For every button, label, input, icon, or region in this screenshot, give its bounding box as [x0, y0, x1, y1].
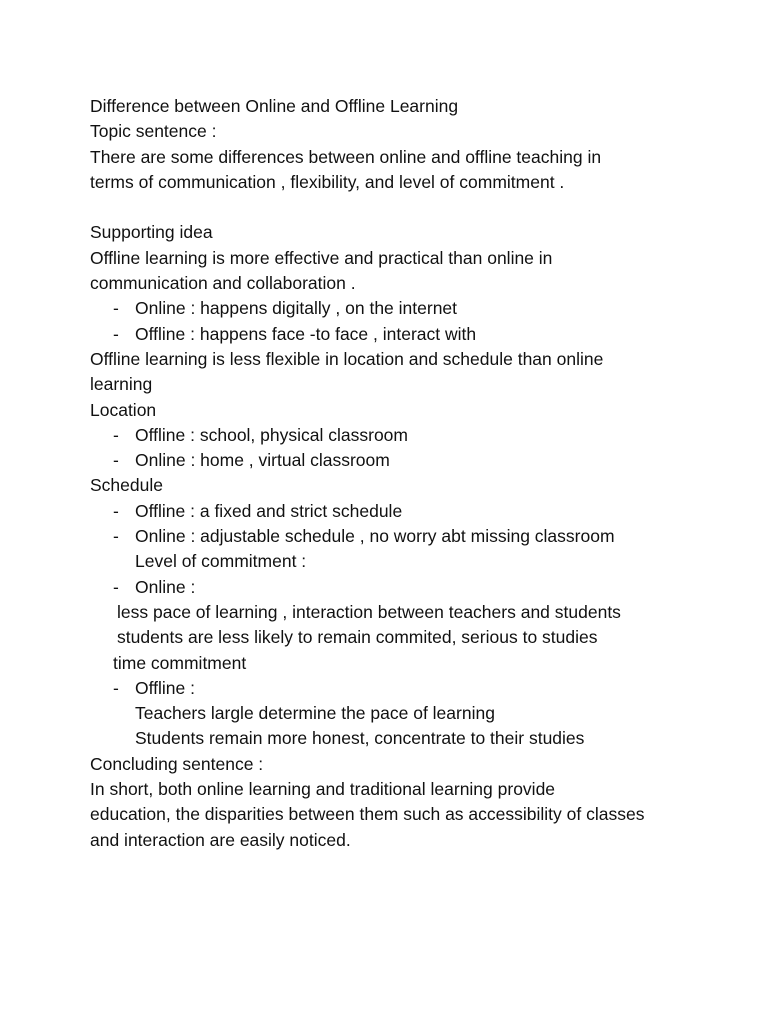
document-title: Difference between Online and Offline Learning — [90, 96, 459, 116]
location-heading: Location — [90, 399, 157, 420]
bullet-dash: - — [113, 298, 119, 319]
bullet-dash: - — [113, 526, 119, 547]
supporting-heading: Supporting idea — [90, 222, 213, 243]
document-body — [90, 94, 750, 853]
bullet-dash: - — [113, 450, 119, 471]
bullet-dash: - — [113, 576, 119, 597]
offline-detail: Students remain more honest, concentrate to their studies — [135, 728, 585, 749]
concluding-line: In short, both online learning and traditional learning provide — [90, 779, 556, 800]
list-item-text: Offline : happens face -to face , interact with — [135, 323, 477, 344]
support-line: Offline learning is more effective and practical than online in — [90, 247, 553, 268]
bullet-dash: - — [113, 500, 119, 521]
concluding-line: education, the disparities between them such as accessibility of classes — [90, 804, 645, 825]
list-item — [90, 676, 750, 701]
list-item — [90, 423, 750, 448]
list-item-text: Online : home , virtual classroom — [135, 450, 390, 471]
list-item — [90, 499, 750, 524]
offline-detail: Teachers largle determine the pace of learning — [135, 703, 495, 724]
list-item — [90, 448, 750, 473]
support-line: Offline learning is less flexible in location and schedule than online — [90, 348, 604, 369]
list-item-text: Offline : school, physical classroom — [135, 424, 408, 445]
list-item-text: Online : — [135, 576, 196, 597]
support-line: learning — [90, 374, 153, 395]
schedule-heading: Schedule — [90, 475, 163, 496]
concluding-line: and interaction are easily noticed. — [90, 829, 351, 850]
blank-line — [90, 195, 750, 220]
topic-line: terms of communication , flexibility, and level of commitment . — [90, 171, 565, 192]
support-line: communication and collaboration . — [90, 273, 356, 294]
bullet-dash: - — [113, 677, 119, 698]
list-item-text: Online : happens digitally , on the internet — [135, 298, 458, 319]
topic-line: There are some differences between online and offline teaching in — [90, 146, 602, 167]
bullet-dash: - — [113, 424, 119, 445]
commitment-heading: Level of commitment : — [135, 551, 307, 572]
online-detail: students are less likely to remain commited, serious to studies — [117, 627, 598, 648]
list-item — [90, 524, 750, 549]
list-item-text: Offline : — [135, 677, 195, 698]
topic-heading: Topic sentence : — [90, 121, 217, 142]
list-item-text: Online : adjustable schedule , no worry abt missing classroom — [135, 526, 615, 547]
list-item-text: Offline : a fixed and strict schedule — [135, 500, 403, 521]
list-item — [90, 322, 750, 347]
concluding-heading: Concluding sentence : — [90, 753, 264, 774]
list-item — [90, 575, 750, 600]
list-item — [90, 296, 750, 321]
online-detail: time commitment — [113, 652, 247, 673]
online-detail: less pace of learning , interaction between teachers and students — [117, 601, 621, 622]
bullet-dash: - — [113, 323, 119, 344]
